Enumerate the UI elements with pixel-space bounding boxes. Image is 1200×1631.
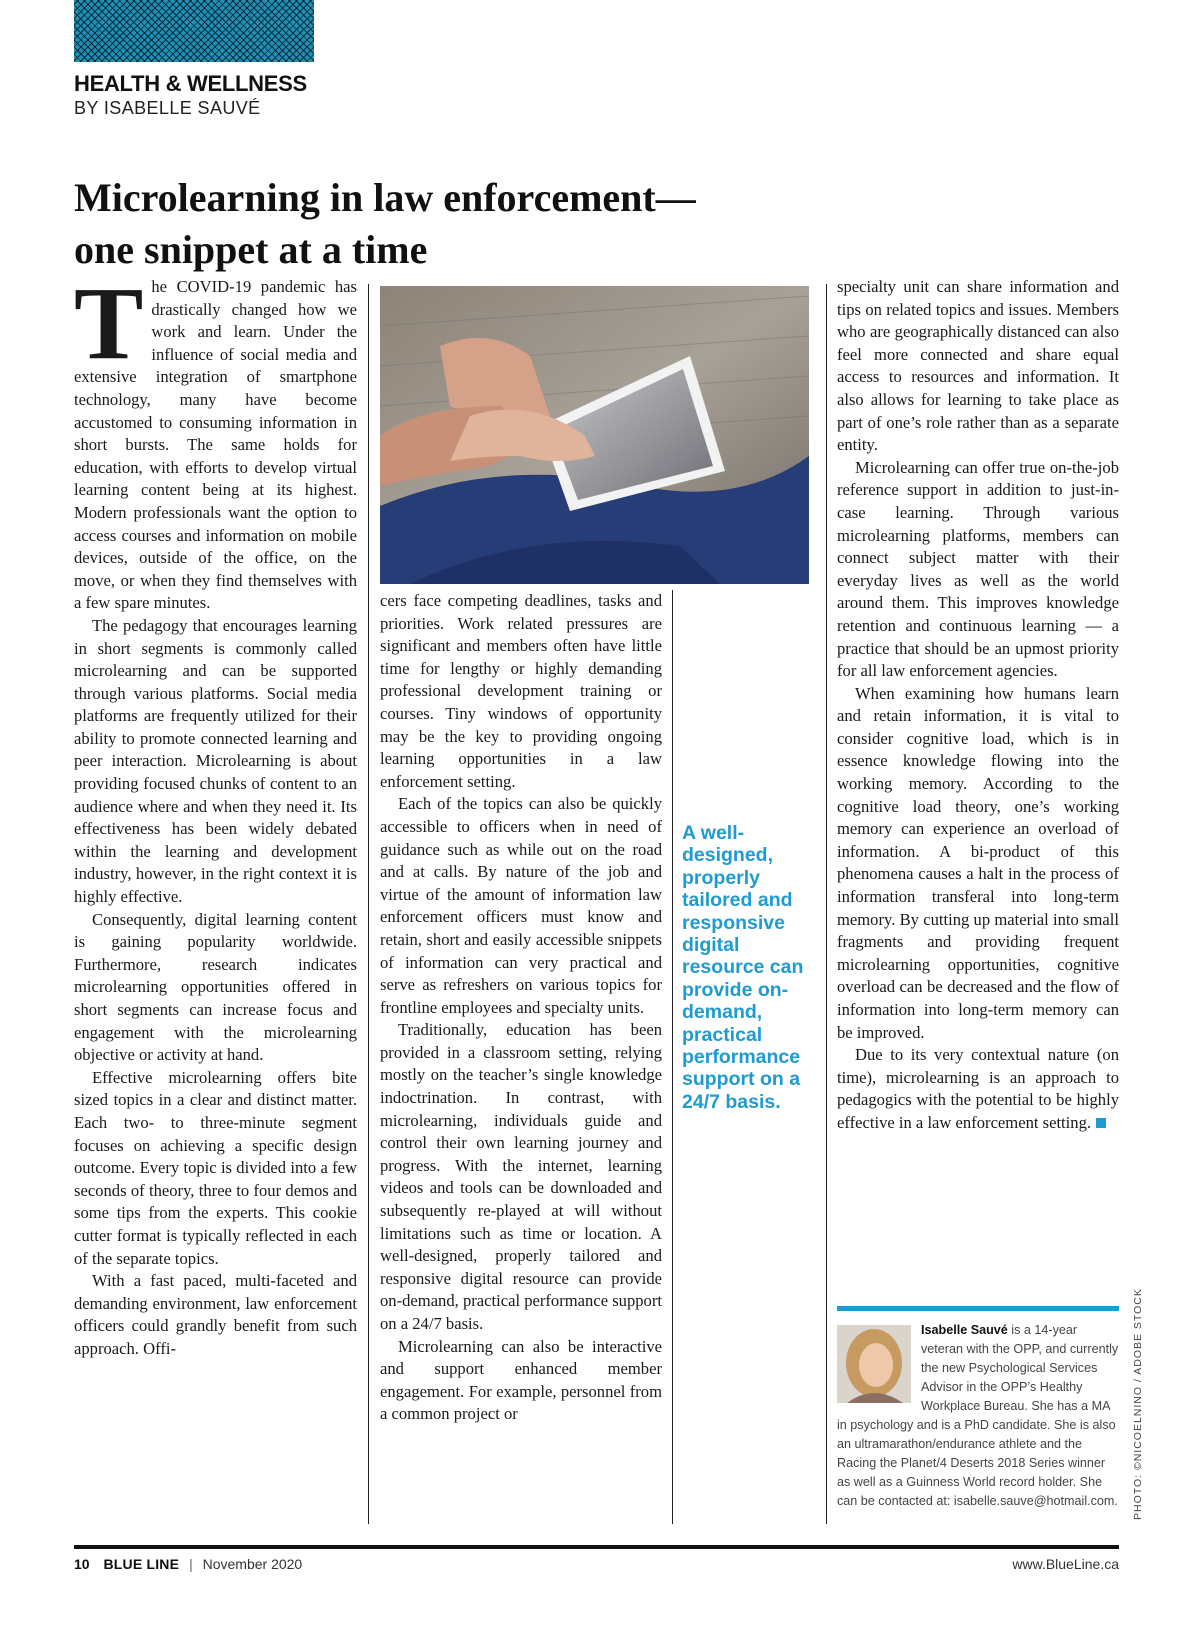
byline: BY ISABELLE SAUVÉ — [74, 98, 261, 118]
paragraph: Microlearning can offer true on-the-job reference support in addition to just-in-case learning. Through various microlearning platforms, members can connect subject matter with their everyday lives as well as the world around them. This improves knowledge retention and continuous learning — a practice that should be an upmost priority for all law enforcement agencies. — [837, 457, 1119, 681]
paragraph: The pedagogy that encourages learning in short segments is commonly called microlearning and can be supported through various platforms. Social media platforms are frequently utilized for their ability to promote connected learning and peer interaction. Microlearning is about providing focused chunks of content to an audience where and when they need it. Its effectiveness has been widely debated within the learning and development industry, however, in the right context it is highly effective. — [74, 615, 357, 907]
paragraph-text: Due to its very contextual nature (on time), microlearning is an approach to pedagogics with the potential to be highly effective in a law enforcement setting. — [837, 1045, 1119, 1132]
article-column-3 — [837, 276, 1119, 1135]
paragraph: When examining how humans learn and retain information, it is vital to consider cognitive load, which is in essence knowledge flowing into the working memory. According to the cognitive load theory, one’s working memory can experience an overload of information. A bi-product of this phenomena causes a halt in the process of information transferal into long-term memory. By cutting up material into small fragments and providing frequent microlearning opportunities, cognitive overload can be decreased and the flow of information into long-term memory can be improved. — [837, 683, 1119, 1042]
paragraph: Effective microlearning offers bite sized topics in a clear and distinct matter. Each two- to three-minute segment focuses on achieving a specific design outcome. Every topic is divided into a few seconds of theory, three to four demos and some tips from the experts. This cookie cutter format is typically reflected in each of the separate topics. — [74, 1067, 357, 1268]
paragraph: Microlearning can also be interactive and support enhanced member engagement. For example, personnel from a common project or — [380, 1336, 662, 1424]
paragraph-text: he COVID-19 pandemic has drastically changed how we work and learn. Under the influence of social media and extensive integration of smartphone technology, many have become accustomed to consuming information in short bursts. The same holds for education, with efforts to develop virtual learning content being at its highest. Modern professionals want the option to access courses and information on mobile devices, outside of the office, on the move, or when they find themselves with a few spare minutes. — [74, 277, 357, 613]
magazine-name: BLUE LINE — [103, 1556, 180, 1572]
column-divider — [826, 284, 827, 1524]
headline-line-2: one snippet at a time — [74, 227, 428, 272]
author-portrait — [837, 1325, 911, 1403]
website-url: www.BlueLine.ca — [1012, 1556, 1119, 1572]
paragraph: With a fast paced, multi-faceted and demanding environment, law enforcement officers could grandly benefit from such approach. Offi- — [74, 1271, 357, 1358]
bio-text: is a 14-year veteran with the OPP, and currently the new Psychological Services Advisor in the OPP’s Healthy Workplace Bureau. She has a MA in psychology and is a PhD candidate. She is also an ultramarathon/endurance athlete and the Racing the Planet/4 Deserts 2018 Series winner as well as a Guinness World record holder. She can be contacted at: isabelle.sauve@hotmail.com. — [837, 1323, 1119, 1508]
end-mark-icon — [1096, 1118, 1106, 1128]
page-number: 10 — [74, 1556, 90, 1572]
author-bio — [837, 1321, 1119, 1511]
footer-rule — [74, 1545, 1119, 1549]
paragraph: cers face competing deadlines, tasks and priorities. Work related pressures are significant and members often have little time for lengthy or highly demanding professional development training or courses. Tiny windows of opportunity may be the key to providing ongoing learning opportunities in a law enforcement setting. — [380, 591, 662, 791]
paragraph — [74, 266, 357, 615]
author-name: Isabelle Sauvé — [921, 1323, 1008, 1337]
drop-cap: T — [74, 266, 144, 381]
paragraph: Consequently, digital learning content is gaining popularity worldwide. Furthermore, research indicates microlearning opportunities offered in short segments can increase focus and engagement with the microlearning objective or activity at hand. — [74, 909, 357, 1065]
article-column-2 — [380, 590, 662, 1426]
column-divider — [368, 284, 369, 1524]
header-pattern-block — [74, 0, 314, 62]
paragraph: Each of the topics can also be quickly accessible to officers when in need of guidance such as while out on the road and at calls. By nature of the job and virtue of the amount of information law enforcement officers must know and retain, short and easily accessible snippets of information can very practical and serve as refreshers on various topics for frontline employees and specialty units. — [380, 794, 662, 1017]
paragraph: Traditionally, education has been provided in a classroom setting, relying mostly on the teacher’s single knowledge indoctrination. In contrast, with microlearning, individuals guide and control their own learning journey and progress. With the internet, learning videos and tools can be downloaded and subsequently re-played at will without limitations such as time or location. A well-designed, properly tailored and responsive digital resource can provide on-demand, practical performance support on a 24/7 basis. — [380, 1020, 662, 1333]
paragraph: specialty unit can share information and tips on related topics and issues. Members who are geographically distanced can also feel more connected and share equal access to resources and information. It also allows for learning to take place as part of one’s role rather than as a separate entity. — [837, 277, 1119, 455]
article-headline — [74, 172, 874, 276]
headline-line-1: Microlearning in law enforcement— — [74, 175, 696, 220]
section-label: HEALTH & WELLNESS — [74, 71, 307, 96]
page-footer — [74, 1556, 1119, 1580]
column-divider — [672, 590, 673, 1524]
photo-illustration — [380, 286, 809, 584]
article-column-1 — [74, 266, 357, 1361]
bio-accent-bar — [837, 1306, 1119, 1311]
issue-date: November 2020 — [202, 1556, 303, 1572]
paragraph — [837, 1044, 1119, 1134]
footer-separator: | — [189, 1556, 193, 1572]
tablet-hands-photo — [380, 286, 809, 584]
photo-credit: PHOTO: ©NICOELNINO / ADOBE STOCK — [1132, 1288, 1144, 1520]
pull-quote: A well-designed, properly tailored and responsive digital resource can provide on-demand, practical performance support on a 24/7 basis. — [682, 822, 804, 1113]
